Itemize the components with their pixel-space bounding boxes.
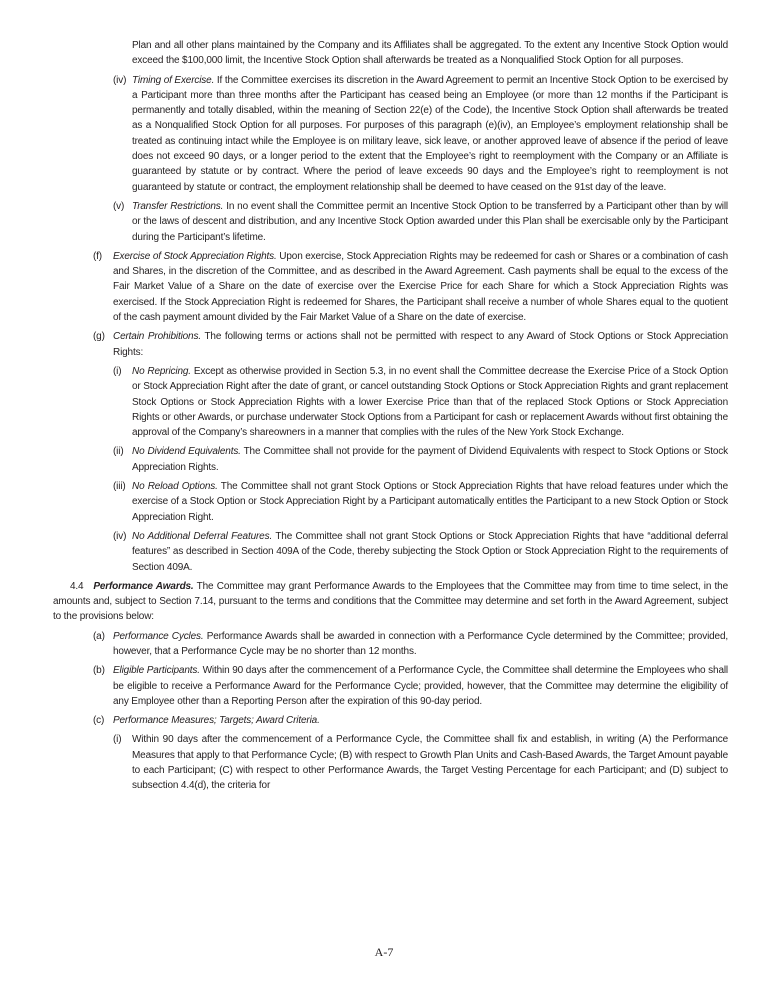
item-label: (ii) [113, 446, 124, 458]
paragraph [53, 529, 728, 575]
item-heading: No Dividend Equivalents. [132, 446, 241, 458]
item-heading: Transfer Restrictions. [132, 200, 224, 212]
item-heading: Performance Cycles. [113, 630, 204, 642]
paragraph-text: The Committee shall not grant Stock Options or Stock Appreciation Rights that have “additional deferral features” as described in Section 409A of the Code, thereby subjecting the Stock Option or Stock Appreciation Right to the requirements of Section 409A. [132, 530, 728, 573]
paragraph-text: The following terms or actions shall not be permitted with respect to any Award of Stock Options or Stock Appreciation Rights: [113, 331, 728, 358]
paragraph [53, 663, 728, 709]
item-heading: No Additional Deferral Features. [132, 530, 273, 542]
item-label: (iv) [113, 530, 127, 542]
section-heading: Performance Awards. [93, 580, 194, 592]
paragraph-text: In no event shall the Committee permit an Incentive Stock Option to be transferred by a Participant other than by will or the laws of descent and distribution, and any Incentive Stock Option awarded under this Plan shall be exercisable only by the Participant during the Participant’s lifetime. [132, 200, 728, 243]
item-heading: No Reload Options. [132, 481, 218, 493]
paragraph [53, 329, 728, 360]
paragraph-text: Performance Awards shall be awarded in connection with a Performance Cycle determined by the Committee; provided, however, that a Performance Cycle may be no shorter than 12 months. [113, 630, 728, 657]
item-heading: No Repricing. [132, 365, 191, 377]
paragraph-text: Upon exercise, Stock Appreciation Rights may be redeemed for cash or Shares or a combination of cash and Shares, in the discretion of the Committee, and as described in the Award Agreement. Cash payments shall be equal to the excess of the Fair Market Value of a Share on the date of exercise over the Exercise Price for each Share for which a Stock Appreciation Rights was exercised. If the Stock Appreciation Right is redeemed for Shares, the Participant shall receive a number of whole Shares equal to the quotient of the cash payment amount divided by the Fair Market Value of a Share on the date of exercise. [113, 250, 728, 324]
item-label: (g) [93, 331, 105, 343]
section-number: 4.4 [70, 580, 84, 592]
paragraph-text: Plan and all other plans maintained by the Company and its Affiliates shall be aggregated. To the extent any Incentive Stock Option would exceed the $100,000 limit, the Incentive Stock Option shall afterwards be treated as a Nonqualified Stock Option for all purposes. [132, 40, 728, 67]
paragraph [53, 199, 728, 245]
item-heading: Timing of Exercise. [132, 74, 215, 86]
page-number: A-7 [374, 945, 394, 959]
item-label: (f) [93, 250, 102, 262]
item-label: (v) [113, 200, 125, 212]
item-heading: Performance Measures; Targets; Award Criteria. [113, 715, 320, 727]
item-heading: Exercise of Stock Appreciation Rights. [113, 250, 277, 262]
paragraph-text: Except as otherwise provided in Section 5.3, in no event shall the Committee decrease the Exercise Price of a Stock Option or Stock Appreciation Right after the date of grant, or cancel outstanding Stock Options or Stock Appreciation Rights and grant replacement Stock Options or Stock Appreciation Rights with a lower Exercise Price than that of the replaced Stock Options or Stock Appreciation Rights or other Awards, or purchase underwater Stock Options from a Participant for cash or replacement Awards without first obtaining the approval of the Company’s shareowners in a manner that complies with the rules of the New York Stock Exchange. [132, 365, 728, 439]
item-heading: Certain Prohibitions. [113, 331, 201, 343]
item-label: (i) [113, 734, 122, 746]
paragraph [53, 479, 728, 525]
paragraph [53, 364, 728, 440]
paragraph-text: The Committee may grant Performance Awards to the Employees that the Committee may from time to time select, in the amounts and, subject to Section 7.14, pursuant to the terms and conditions that the Committee may determine and set forth in the Award Agreement, subject to the provisions below: [53, 580, 729, 623]
document-body [53, 38, 728, 798]
item-label: (iv) [113, 74, 127, 86]
paragraph [53, 732, 728, 793]
item-label: (a) [93, 630, 105, 642]
paragraph-text: Within 90 days after the commencement of a Performance Cycle, the Committee shall fix and establish, in writing (A) the Performance Measures that apply to that Performance Cycle; (B) with respect to Growth Plan Units and Cash-Based Awards, the Target Amount payable to each Participant; (C) with respect to other Performance Awards, the Target Vesting Percentage for each Participant; and (D) subject to subsection 4.4(d), the criteria for [132, 734, 728, 792]
paragraph-text: If the Committee exercises its discretion in the Award Agreement to permit an Incentive Stock Option to be exercised by a Participant more than three months after the Participant has ceased being an Employee (or more than 12 months if the Participant is permanently and totally disabled, within the meaning of Section 22(e) of the Code), the Incentive Stock Option shall afterwards be treated as a Nonqualified Stock Option for all purposes. For purposes of this paragraph (e)(iv), an Employee’s employment relationship shall be treated as continuing intact while the Employee is on military leave, sick leave, or another approved leave of absence if the period of leave does not exceed 90 days, or a longer period to the extent that the Employee’s right to reemployment with the Company or an Affiliate is guaranteed by statute or by contract. Where the period of leave exceeds 90 days and the Employee’s right to reemployment is not guaranteed by statute or contract, the employment relationship shall be deemed to have ceased on the 91st day of the leave. [132, 74, 728, 193]
paragraph [53, 629, 728, 660]
paragraph [53, 249, 728, 325]
item-label: (i) [113, 365, 122, 377]
paragraph [53, 713, 728, 728]
paragraph-text: The Committee shall not grant Stock Options or Stock Appreciation Rights that have reload features under which the exercise of a Stock Option or Stock Appreciation Right by a Participant automatically entitles the Participant to a new Stock Option or Stock Appreciation Right. [132, 481, 728, 523]
paragraph [53, 579, 728, 625]
paragraph-text: Within 90 days after the commencement of a Performance Cycle, the Committee shall determine the Employees who shall be eligible to receive a Performance Award for the Performance Cycle; provided, however, that the Committee may determine the eligibility of any Employee other than a Reporting Person after the expiration of this 90-day period. [113, 665, 728, 707]
item-label: (iii) [113, 481, 126, 493]
item-label: (c) [93, 715, 105, 727]
paragraph [53, 73, 728, 195]
item-label: (b) [93, 665, 105, 677]
paragraph-text: The Committee shall not provide for the payment of Dividend Equivalents with respect to Stock Options or Stock Appreciation Rights. [132, 446, 728, 473]
paragraph [53, 38, 728, 69]
item-heading: Eligible Participants. [113, 665, 200, 677]
paragraph [53, 444, 728, 475]
